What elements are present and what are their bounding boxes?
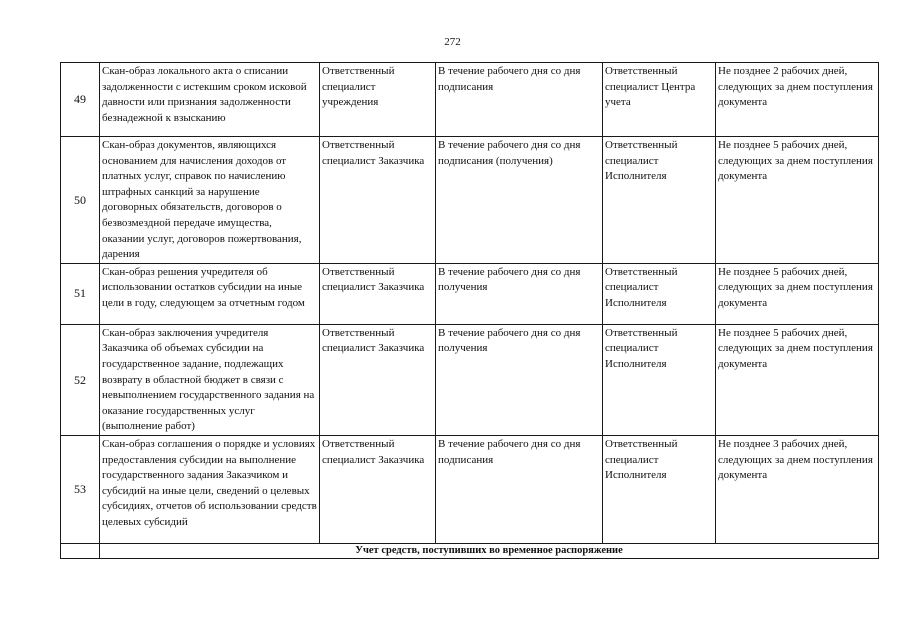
processing-deadline-cell: Не позднее 5 рабочих дней, следующих за днем поступления документа <box>716 324 879 435</box>
section-title: Учет средств, поступивших во временное распоряжение <box>100 543 879 558</box>
recipient-cell: Ответственный специалист Исполнителя <box>603 435 716 543</box>
page-number: 272 <box>444 36 461 48</box>
table-row <box>61 263 879 324</box>
processing-deadline-cell: Не позднее 5 рабочих дней, следующих за днем поступления документа <box>716 263 879 324</box>
table-row <box>61 324 879 435</box>
row-number: 53 <box>61 435 100 543</box>
recipient-cell: Ответственный специалист Исполнителя <box>603 324 716 435</box>
responsible-cell: Ответственный специалист учреждения <box>320 63 436 137</box>
deadline-cell: В течение рабочего дня со дня подписания (получения) <box>436 137 603 264</box>
deadline-cell: В течение рабочего дня со дня подписания <box>436 435 603 543</box>
recipient-cell: Ответственный специалист Исполнителя <box>603 137 716 264</box>
document-name-cell: Скан-образ документов, являющихся основанием для начисления доходов от платных услуг, справок по начислению штрафных санкций за нарушение договорных обязательств, договоров о безвозмездной передаче имущества, оказании услуг, договоров пожертвования, дарения <box>100 137 320 264</box>
document-name-cell: Скан-образ локального акта о списании задолженности с истекшим сроком исковой давности или признания задолженности безнадежной к взысканию <box>100 63 320 137</box>
section-header-row <box>61 543 879 558</box>
responsible-cell: Ответственный специалист Заказчика <box>320 324 436 435</box>
document-name-cell: Скан-образ заключения учредителя Заказчика об объемах субсидии на государственное задание, подлежащих возврату в областной бюджет в связи с невыполнением государственного задания на оказание государственных услуг (выполнение работ) <box>100 324 320 435</box>
table-row <box>61 435 879 543</box>
responsible-cell: Ответственный специалист Заказчика <box>320 435 436 543</box>
responsible-cell: Ответственный специалист Заказчика <box>320 263 436 324</box>
responsible-cell: Ответственный специалист Заказчика <box>320 137 436 264</box>
row-number: 50 <box>61 137 100 264</box>
row-number: 52 <box>61 324 100 435</box>
document-name-cell: Скан-образ решения учредителя об использовании остатков субсидии на иные цели в году, следующем за отчетным годом <box>100 263 320 324</box>
row-number: 49 <box>61 63 100 137</box>
deadline-cell: В течение рабочего дня со дня получения <box>436 324 603 435</box>
table-row <box>61 137 879 264</box>
recipient-cell: Ответственный специалист Исполнителя <box>603 263 716 324</box>
processing-deadline-cell: Не позднее 2 рабочих дней, следующих за днем поступления документа <box>716 63 879 137</box>
section-number-cell <box>61 543 100 558</box>
document-name-cell: Скан-образ соглашения о порядке и условиях предоставления субсидии на выполнение государственного задания Заказчиком и субсидий на иные цели, сведений о целевых субсидиях, отчетов об использовании средств целевых субсидий <box>100 435 320 543</box>
processing-deadline-cell: Не позднее 3 рабочих дней, следующих за днем поступления документа <box>716 435 879 543</box>
recipient-cell: Ответственный специалист Центра учета <box>603 63 716 137</box>
deadline-cell: В течение рабочего дня со дня получения <box>436 263 603 324</box>
deadline-cell: В течение рабочего дня со дня подписания <box>436 63 603 137</box>
row-number: 51 <box>61 263 100 324</box>
table-row <box>61 63 879 137</box>
document-table <box>60 62 879 559</box>
processing-deadline-cell: Не позднее 5 рабочих дней, следующих за днем поступления документа <box>716 137 879 264</box>
